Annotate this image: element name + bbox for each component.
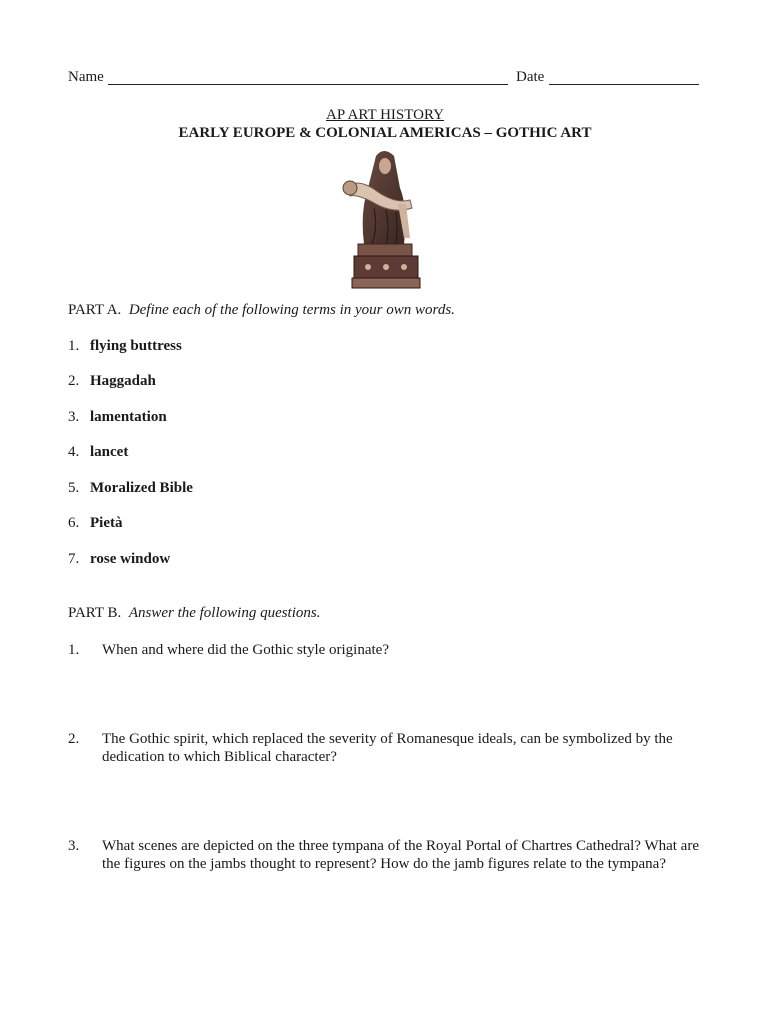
term-text: lamentation <box>90 409 167 425</box>
name-field-line[interactable] <box>108 84 508 85</box>
term-number: 2. <box>68 373 80 389</box>
term-item <box>68 373 156 390</box>
term-item <box>68 551 170 568</box>
part-a-label: PART A. <box>68 302 122 318</box>
part-a-instruction: Define each of the following terms in your own words. <box>128 302 455 318</box>
term-item <box>68 444 128 461</box>
term-text: Moralized Bible <box>90 480 193 496</box>
term-text: flying buttress <box>90 338 182 354</box>
question-item <box>68 641 708 659</box>
question-number: 2. <box>68 731 80 747</box>
question-text: The Gothic spirit, which replaced the severity of Romanesque ideals, can be symbolized by the dedication to which Biblical character? <box>102 731 673 765</box>
term-number: 3. <box>68 409 80 425</box>
header-fields <box>68 69 700 89</box>
term-text: Haggadah <box>90 373 156 389</box>
course-title: AP ART HISTORY <box>325 107 445 123</box>
part-a-heading <box>68 302 455 319</box>
term-number: 7. <box>68 551 80 567</box>
part-b-instruction: Answer the following questions. <box>128 605 321 621</box>
term-item <box>68 409 167 426</box>
question-number: 1. <box>68 642 80 658</box>
question-item <box>68 730 708 766</box>
term-item <box>68 480 193 497</box>
term-number: 4. <box>68 444 80 460</box>
term-item <box>68 338 182 355</box>
question-number: 3. <box>68 838 80 854</box>
term-item <box>68 515 122 532</box>
part-b-heading <box>68 605 320 622</box>
date-field-line[interactable] <box>549 84 699 85</box>
question-text: When and where did the Gothic style originate? <box>102 642 389 658</box>
term-number: 5. <box>68 480 80 496</box>
term-number: 1. <box>68 338 80 354</box>
date-label: Date <box>516 69 545 85</box>
term-text: Pietà <box>90 515 123 531</box>
question-text: What scenes are depicted on the three tympana of the Royal Portal of Chartres Cathedral? What are the figures on the jambs thought to represent? How do the jamb figures relate to the tympana? <box>102 838 699 872</box>
name-label: Name <box>68 69 104 85</box>
term-number: 6. <box>68 515 80 531</box>
term-text: rose window <box>90 551 171 567</box>
part-b-label: PART B. <box>68 605 122 621</box>
pieta-sculpture-image <box>338 148 430 292</box>
worksheet-title <box>0 106 770 142</box>
unit-title: EARLY EUROPE & COLONIAL AMERICAS – GOTHIC ART <box>178 125 592 141</box>
question-item <box>68 837 708 873</box>
term-text: lancet <box>90 444 129 460</box>
